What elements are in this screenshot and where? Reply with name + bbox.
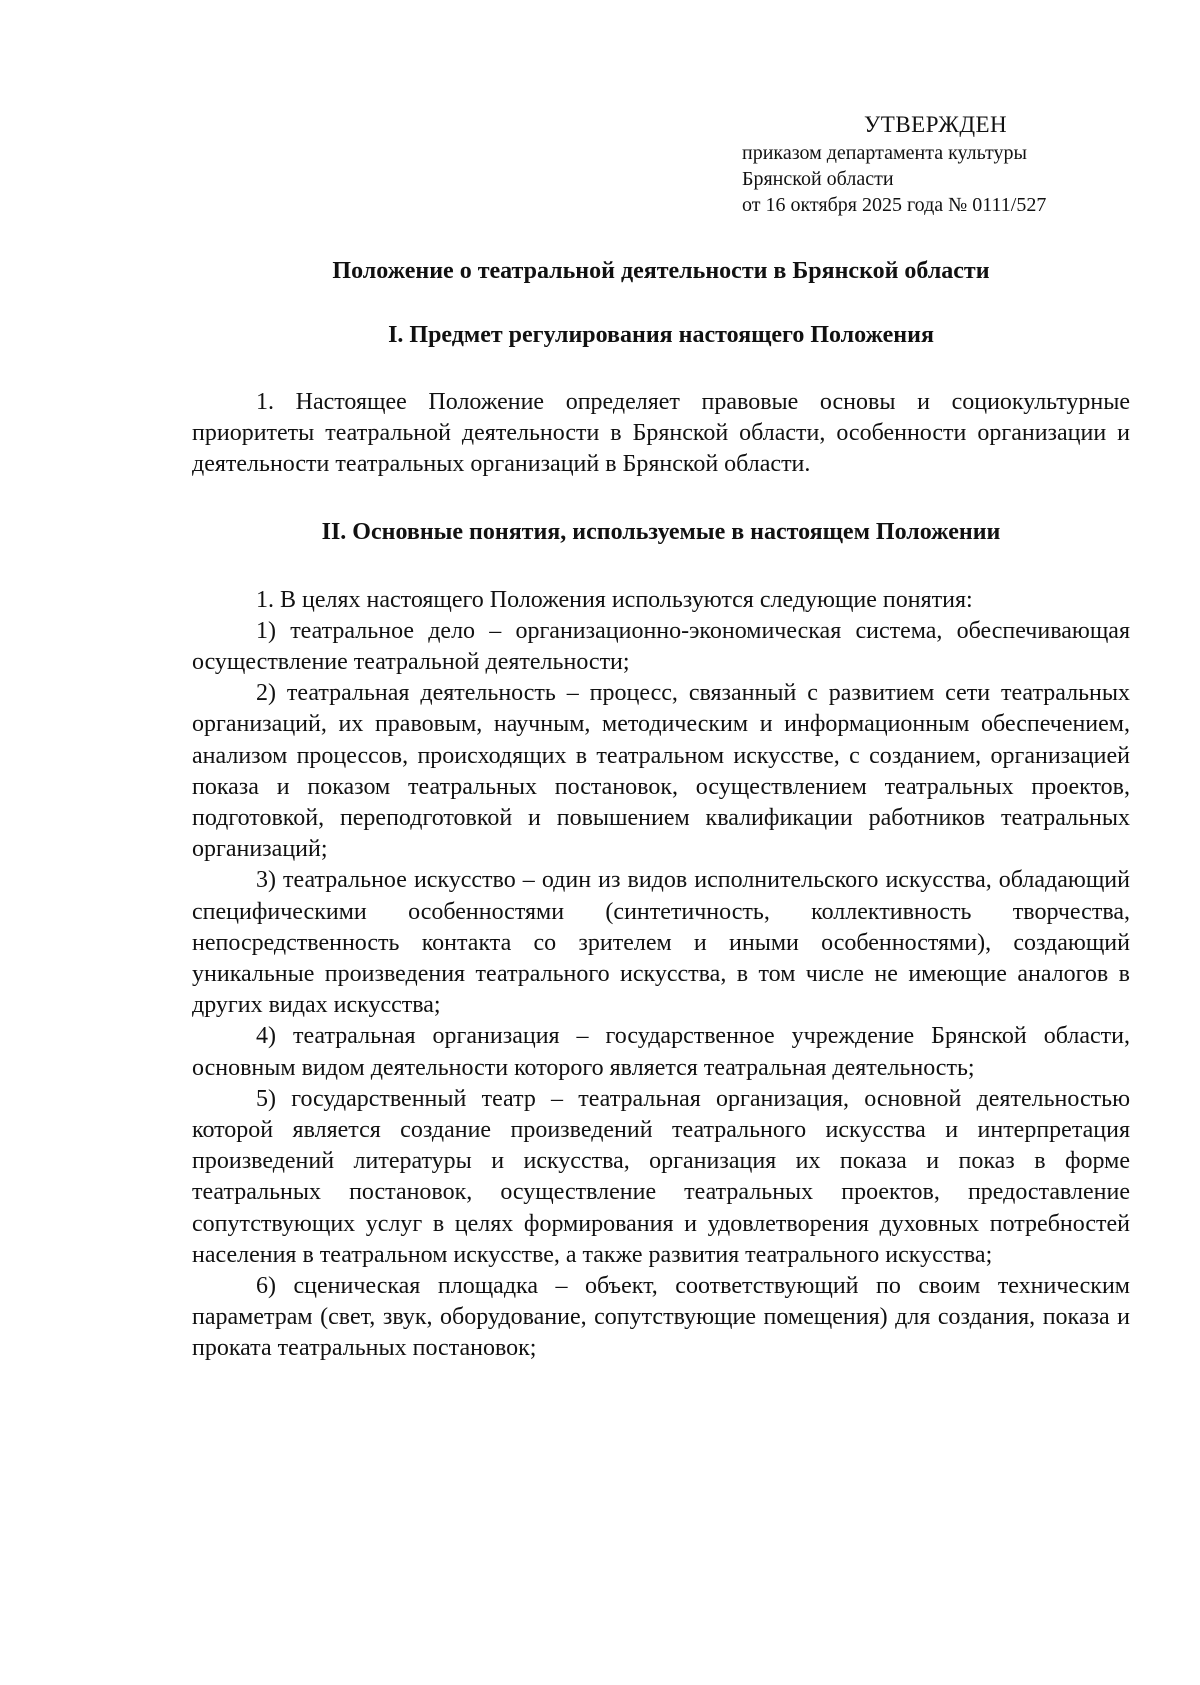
approval-line-date-number: от 16 октября 2025 года № 0111/527 bbox=[742, 194, 1047, 216]
approval-title: УТВЕРЖДЕН bbox=[864, 112, 1008, 137]
approval-line-order: приказом департамента культуры bbox=[742, 142, 1027, 164]
definition-item: 5) государственный театр – театральная организация, основной деятельностью которой является создание произведений театрального искусства и интерпретация произведений литературы и искусства, организация их показа и показ в форме театральных постановок, осуществление театральных проектов, предоставление сопутствующих услуг в целях формирования и удовлетворения духовных потребностей населения в театральном искусстве, а также развития театрального искусства; bbox=[192, 1085, 1130, 1268]
definition-item: 2) театральная деятельность – процесс, связанный с развитием сети театральных организаций, их правовым, научным, методическим и информационным обеспечением, анализом процессов, происходящих в театральном искусстве, с созданием, организацией показа и показом театральных постановок, осуществлением театральных проектов, подготовкой, переподготовкой и повышением квалификации работников театральных организаций; bbox=[192, 680, 1130, 863]
definition-item: 1) театральное дело – организационно-экономическая система, обеспечивающая осуществление театральной деятельности; bbox=[192, 617, 1130, 676]
approval-line-region: Брянской области bbox=[742, 168, 894, 190]
approval-stamp-block bbox=[742, 110, 1142, 218]
definition-item: 4) театральная организация – государственное учреждение Брянской области, основным видом деятельности которого является театральная деятельность; bbox=[192, 1023, 1130, 1081]
section-1-heading: I. Предмет регулирования настоящего Положения bbox=[388, 322, 934, 348]
section-2-intro: 1. В целях настоящего Положения используются следующие понятия: bbox=[256, 586, 973, 613]
definition-item: 6) сценическая площадка – объект, соответствующий по своим техническим параметрам (свет, звук, оборудование, сопутствующие помещения) для создания, показа и проката театральных постановок; bbox=[192, 1273, 1130, 1362]
document-title: Положение о театральной деятельности в Брянской области bbox=[332, 258, 990, 284]
definition-item: 3) театральное искусство – один из видов исполнительского искусства, обладающий специфическими особенностями (синтетичность, коллективность творчества, непосредственность контакта со зрителем и иными особенностями), создающий уникальные произведения театрального искусства, в том числе не имеющие аналогов в других видах искусства; bbox=[192, 867, 1130, 1019]
section-2-heading: II. Основные понятия, используемые в настоящем Положении bbox=[321, 518, 1001, 545]
section-1-paragraph: 1. Настоящее Положение определяет правовые основы и социокультурные приоритеты театральной деятельности в Брянской области, особенности организации и деятельности театральных организаций в Брянской области. bbox=[192, 389, 1130, 478]
document-body bbox=[192, 248, 1130, 1365]
